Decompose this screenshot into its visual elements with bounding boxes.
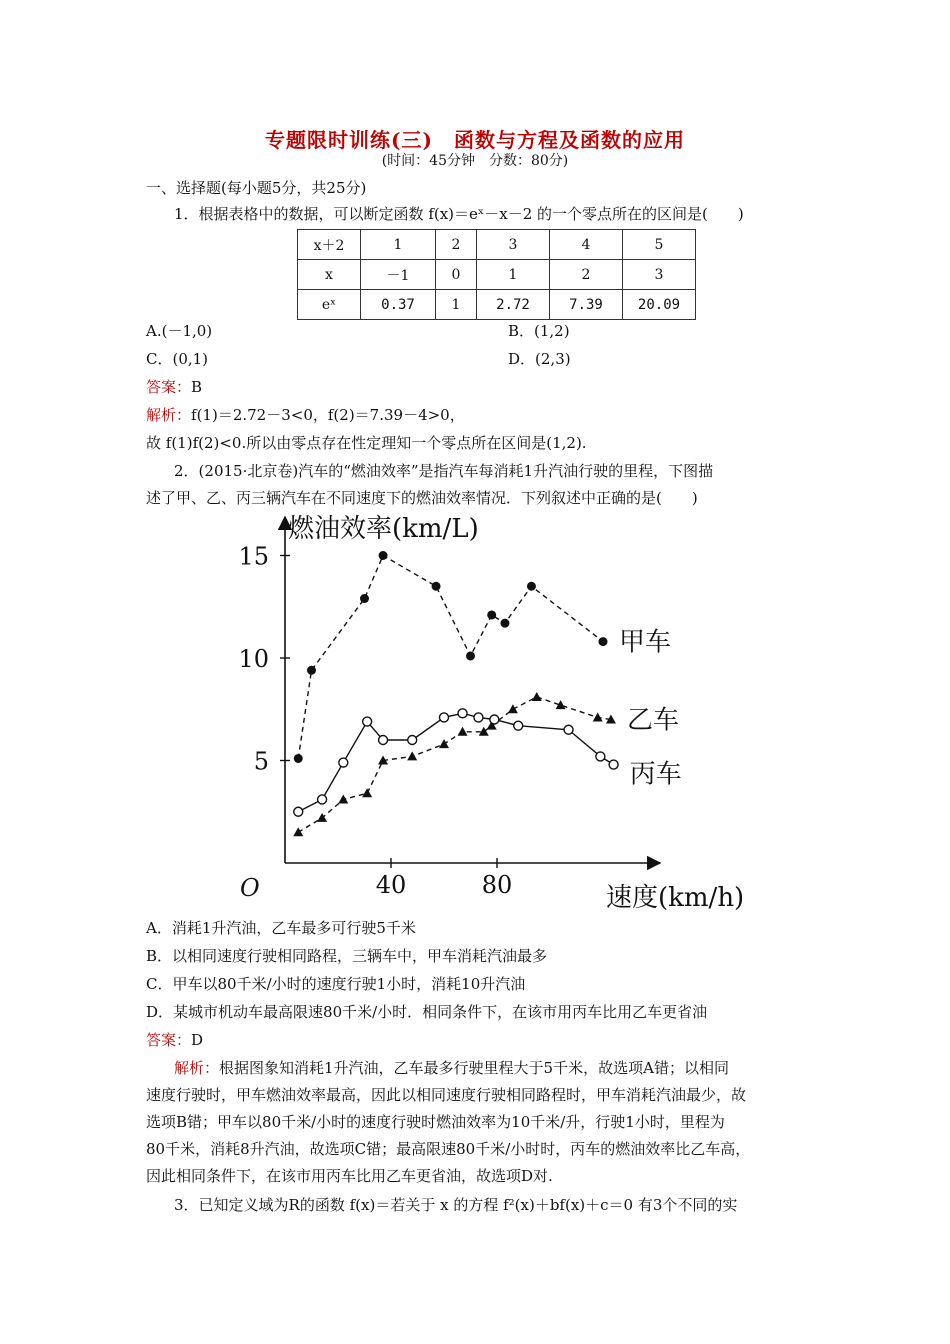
data-point xyxy=(564,725,573,734)
table-cell: 1 xyxy=(361,230,436,260)
table-cell: 7.39 xyxy=(550,290,623,320)
data-point xyxy=(596,752,605,761)
table-cell: x xyxy=(298,260,361,290)
data-point xyxy=(439,739,449,748)
analysis-text: f(1)＝2.72－3<0，f(2)＝7.39－4>0， xyxy=(191,406,465,424)
table-cell: x＋2 xyxy=(298,230,361,260)
data-point xyxy=(339,758,348,767)
answer-value: B xyxy=(191,378,203,396)
section-heading: 一、选择题(每小题5分，共25分) xyxy=(146,179,367,197)
table-cell: 20.09 xyxy=(623,290,696,320)
q2-analysis-line: 因此相同条件下，在该市用丙车比用乙车更省油，故选项D对. xyxy=(146,1167,553,1185)
data-point xyxy=(458,727,468,736)
q1-stem: 1．根据表格中的数据，可以断定函数 f(x)＝eˣ－x－2 的一个零点所在的区间是( ) xyxy=(174,205,744,223)
series-label: 甲车 xyxy=(619,627,672,658)
q1-option-d: D．(2,3) xyxy=(508,350,571,368)
data-point xyxy=(593,712,603,721)
x-tick-label: 40 xyxy=(375,871,407,899)
data-point xyxy=(532,692,542,701)
q1-answer xyxy=(146,376,202,397)
data-point xyxy=(293,827,303,836)
table-cell: 2 xyxy=(550,260,623,290)
q1-analysis xyxy=(146,404,465,425)
y-tick-label: 10 xyxy=(238,645,269,673)
answer-label: 答案： xyxy=(146,378,192,396)
q2-option-d: D．某城市机动车最高限速80千米/小时．相同条件下，在该市用丙车比用乙车更省油 xyxy=(146,1003,708,1021)
data-point xyxy=(294,754,303,763)
series-line-1 xyxy=(298,556,603,759)
q2-stem-line2: 述了甲、乙、丙三辆汽车在不同速度下的燃油效率情况．下列叙述中正确的是( ) xyxy=(146,489,698,507)
table-row xyxy=(298,290,696,320)
q2-analysis-line: 80千米，消耗8升汽油，故选项C错；最高限速80千米/小时时，丙车的燃油效率比乙车高， xyxy=(146,1140,751,1158)
table-cell: 1 xyxy=(477,260,550,290)
data-point xyxy=(362,788,372,797)
data-point xyxy=(307,666,316,675)
answer-value: D xyxy=(191,1031,204,1049)
q2-option-c: C．甲车以80千米/小时的速度行驶1小时，消耗10升汽油 xyxy=(146,975,526,993)
data-point xyxy=(609,760,618,769)
data-point xyxy=(599,637,608,646)
data-point xyxy=(440,713,449,722)
data-point xyxy=(514,721,523,730)
q1-option-b: B．(1,2) xyxy=(508,322,570,340)
data-point xyxy=(318,795,327,804)
table-cell: eˣ xyxy=(298,290,361,320)
page-subtitle: (时间：45分钟 分数：80分) xyxy=(381,153,569,169)
table-cell: 2 xyxy=(436,230,477,260)
data-point xyxy=(500,619,509,628)
data-point xyxy=(474,713,483,722)
series-label: 乙车 xyxy=(626,705,679,736)
answer-label: 答案： xyxy=(146,1031,192,1049)
data-point xyxy=(379,736,388,745)
table-cell: 0.37 xyxy=(361,290,436,320)
x-tick-label: 80 xyxy=(481,871,513,899)
q1-table xyxy=(297,229,696,320)
table-row xyxy=(298,230,696,260)
data-point xyxy=(490,715,499,724)
table-cell: 0 xyxy=(436,260,477,290)
q2-answer xyxy=(146,1029,203,1050)
y-tick-label: 5 xyxy=(253,747,269,776)
table-cell: 2.72 xyxy=(477,290,550,320)
y-axis-label: 燃油效率(km/L) xyxy=(288,514,479,544)
q2-analysis-line: 速度行驶时，甲车燃油效率最高，因此以相同速度行驶相同路程时，甲车消耗汽油最少，故 xyxy=(146,1086,747,1104)
q2-option-a: A．消耗1升汽油，乙车最多可行驶5千米 xyxy=(146,919,416,937)
series-label: 丙车 xyxy=(629,759,682,790)
analysis-text: 根据图象知消耗1升汽油，乙车最多行驶里程大于5千米，故选项A错；以相同 xyxy=(219,1059,729,1077)
origin-label: O xyxy=(240,874,260,902)
q2-option-b: B．以相同速度行驶相同路程，三辆车中，甲车消耗汽油最多 xyxy=(146,947,548,965)
data-point xyxy=(458,709,467,718)
data-point xyxy=(408,736,417,745)
data-point xyxy=(508,704,518,713)
table-cell: 5 xyxy=(623,230,696,260)
x-axis-label: 速度(km/h) xyxy=(606,883,745,910)
data-point xyxy=(294,807,303,816)
page-title: 专题限时训练(三) 函数与方程及函数的应用 xyxy=(265,128,685,152)
table-cell: 3 xyxy=(477,230,550,260)
y-tick-label: 15 xyxy=(238,542,269,571)
q2-analysis-line: 选项B错；甲车以80千米/小时的速度行驶时燃油效率为10千米/升，行驶1小时，里程为 xyxy=(146,1113,725,1131)
data-point xyxy=(379,551,388,560)
q2-stem-line1: 2．(2015·北京卷)汽车的“燃油效率”是指汽车每消耗1升汽油行驶的里程，下图描 xyxy=(174,462,714,480)
data-point xyxy=(487,610,496,619)
data-point xyxy=(363,717,372,726)
fuel-efficiency-chart xyxy=(230,505,770,910)
table-row xyxy=(298,260,696,290)
analysis-label: 解析： xyxy=(174,1059,220,1077)
data-point xyxy=(338,794,348,803)
data-point xyxy=(466,651,475,660)
q1-analysis-cont: 故 f(1)f(2)<0.所以由零点存在性定理知一个零点所在区间是(1,2). xyxy=(146,434,587,452)
q3-stem: 3．已知定义域为R的函数 f(x)＝若关于 x 的方程 f²(x)＋bf(x)＋c＝0 有3个不同的实 xyxy=(174,1196,738,1214)
data-point xyxy=(317,813,327,822)
table-cell: 4 xyxy=(550,230,623,260)
data-point xyxy=(407,751,417,760)
data-point xyxy=(432,582,441,591)
table-cell: －1 xyxy=(361,260,436,290)
table-cell: 3 xyxy=(623,260,696,290)
data-point xyxy=(527,582,536,591)
table-cell: 1 xyxy=(436,290,477,320)
q1-option-c: C．(0,1) xyxy=(146,350,209,368)
q1-option-a: A.(－1,0) xyxy=(146,322,213,340)
data-point xyxy=(360,594,369,603)
analysis-label: 解析： xyxy=(146,406,192,424)
q2-analysis xyxy=(174,1057,729,1078)
